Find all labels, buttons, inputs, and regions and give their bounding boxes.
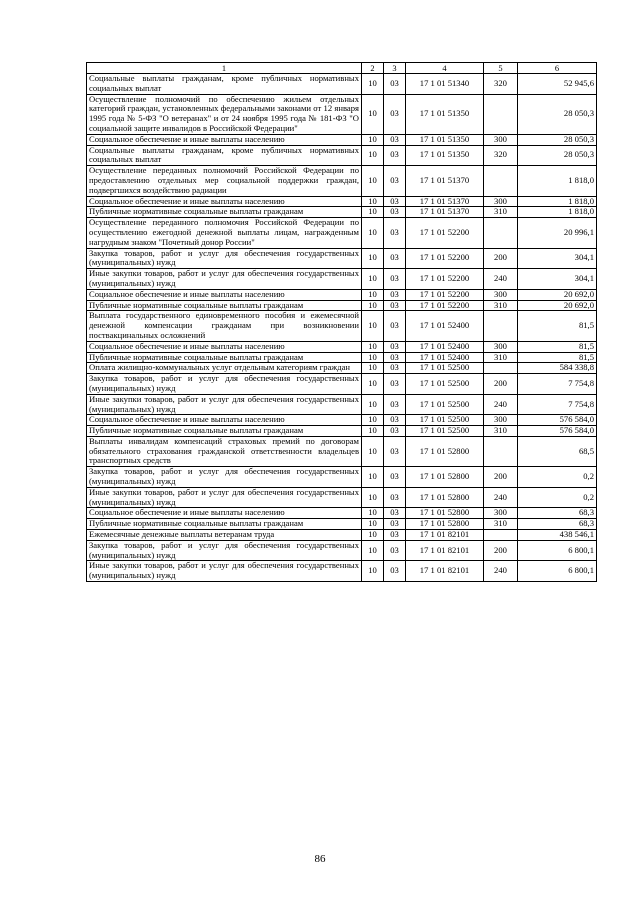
row-name-cell: Закупка товаров, работ и услуг для обеспечения государственных (муниципальных) нужд (87, 467, 362, 488)
row-target-cell: 17 1 01 52400 (406, 352, 484, 363)
row-name-cell: Иные закупки товаров, работ и услуг для обеспечения государственных (муниципальных) нужд (87, 269, 362, 290)
row-name-cell: Социальное обеспечение и иные выплаты населению (87, 341, 362, 352)
row-subsection-cell: 03 (384, 426, 406, 437)
page-number: 86 (314, 853, 326, 865)
row-amount-cell: 0,2 (518, 467, 597, 488)
row-target-cell: 17 1 01 51340 (406, 74, 484, 95)
table-header (87, 63, 597, 74)
table-row (87, 269, 597, 290)
header-col-subsection: 3 (384, 63, 406, 74)
row-expense-type-cell: 240 (484, 394, 518, 415)
table-row (87, 218, 597, 248)
row-target-cell: 17 1 01 52800 (406, 436, 484, 466)
budget-table (86, 62, 597, 582)
row-section-cell: 10 (362, 74, 384, 95)
row-target-cell: 17 1 01 52500 (406, 426, 484, 437)
row-target-cell: 17 1 01 52200 (406, 300, 484, 311)
row-target-cell: 17 1 01 51350 (406, 134, 484, 145)
row-name-cell: Публичные нормативные социальные выплаты гражданам (87, 300, 362, 311)
row-section-cell: 10 (362, 269, 384, 290)
row-section-cell: 10 (362, 467, 384, 488)
row-amount-cell: 68,3 (518, 519, 597, 530)
header-col-amount: 6 (518, 63, 597, 74)
table-row (87, 415, 597, 426)
row-subsection-cell: 03 (384, 519, 406, 530)
row-subsection-cell: 03 (384, 341, 406, 352)
row-amount-cell: 6 800,1 (518, 540, 597, 561)
row-section-cell: 10 (362, 311, 384, 341)
row-section-cell: 10 (362, 248, 384, 269)
row-amount-cell: 584 338,8 (518, 363, 597, 374)
row-amount-cell: 20 692,0 (518, 300, 597, 311)
row-target-cell: 17 1 01 51370 (406, 207, 484, 218)
row-expense-type-cell (484, 363, 518, 374)
row-amount-cell: 576 584,0 (518, 415, 597, 426)
row-expense-type-cell: 200 (484, 540, 518, 561)
row-name-cell: Выплата государственного единовременного пособия и ежемесячной денежной компенсации гражданам при возникновении поствакцинальных осложнений (87, 311, 362, 341)
row-name-cell: Иные закупки товаров, работ и услуг для обеспечения государственных (муниципальных) нужд (87, 487, 362, 508)
row-section-cell: 10 (362, 300, 384, 311)
row-expense-type-cell: 240 (484, 487, 518, 508)
row-section-cell: 10 (362, 374, 384, 395)
table-row (87, 436, 597, 466)
row-subsection-cell: 03 (384, 300, 406, 311)
row-amount-cell: 438 546,1 (518, 530, 597, 541)
header-col-name: 1 (87, 63, 362, 74)
header-row (87, 63, 597, 74)
row-name-cell: Осуществление полномочий по обеспечению жильем отдельных категорий граждан, установленных федеральными законами от 12 января 1995 года № 5-ФЗ "О ветеранах" и от 24 ноября 1995 года № 181-ФЗ "О социальной защите инвалидов в Российской Федерации" (87, 94, 362, 134)
row-target-cell: 17 1 01 52800 (406, 508, 484, 519)
row-subsection-cell: 03 (384, 467, 406, 488)
table-row (87, 540, 597, 561)
row-name-cell: Социальное обеспечение и иные выплаты населению (87, 508, 362, 519)
row-expense-type-cell: 200 (484, 467, 518, 488)
row-amount-cell: 0,2 (518, 487, 597, 508)
row-amount-cell: 28 050,3 (518, 134, 597, 145)
row-section-cell: 10 (362, 145, 384, 166)
row-name-cell: Осуществление переданных полномочий Российской Федерации по предоставлению отдельных мер социальной поддержки граждан, подвергшихся воздействию радиации (87, 166, 362, 196)
table-row (87, 530, 597, 541)
row-amount-cell: 81,5 (518, 341, 597, 352)
row-subsection-cell: 03 (384, 311, 406, 341)
row-expense-type-cell: 320 (484, 145, 518, 166)
row-target-cell: 17 1 01 52200 (406, 248, 484, 269)
row-section-cell: 10 (362, 426, 384, 437)
table-row (87, 519, 597, 530)
row-amount-cell: 20 692,0 (518, 289, 597, 300)
row-section-cell: 10 (362, 341, 384, 352)
row-section-cell: 10 (362, 134, 384, 145)
row-amount-cell: 68,5 (518, 436, 597, 466)
row-target-cell: 17 1 01 52200 (406, 289, 484, 300)
row-amount-cell: 7 754,8 (518, 374, 597, 395)
row-subsection-cell: 03 (384, 289, 406, 300)
table-row (87, 352, 597, 363)
row-expense-type-cell: 310 (484, 207, 518, 218)
row-amount-cell: 304,1 (518, 248, 597, 269)
table-row (87, 196, 597, 207)
row-name-cell: Социальное обеспечение и иные выплаты населению (87, 134, 362, 145)
row-subsection-cell: 03 (384, 218, 406, 248)
row-section-cell: 10 (362, 94, 384, 134)
table-row (87, 248, 597, 269)
row-subsection-cell: 03 (384, 374, 406, 395)
table-row (87, 300, 597, 311)
header-col-target: 4 (406, 63, 484, 74)
row-amount-cell: 6 800,1 (518, 561, 597, 582)
row-amount-cell: 28 050,3 (518, 94, 597, 134)
table-row (87, 166, 597, 196)
row-amount-cell: 1 818,0 (518, 196, 597, 207)
row-target-cell: 17 1 01 52800 (406, 519, 484, 530)
row-expense-type-cell: 300 (484, 134, 518, 145)
table-row (87, 289, 597, 300)
header-col-expense-type: 5 (484, 63, 518, 74)
row-name-cell: Иные закупки товаров, работ и услуг для обеспечения государственных (муниципальных) нужд (87, 394, 362, 415)
row-name-cell: Осуществление переданного полномочия Российской Федерации по осуществлению ежегодной денежной выплаты лицам, награжденным нагрудным знаком "Почетный донор России" (87, 218, 362, 248)
row-section-cell: 10 (362, 530, 384, 541)
row-expense-type-cell (484, 311, 518, 341)
row-expense-type-cell (484, 166, 518, 196)
row-expense-type-cell: 200 (484, 374, 518, 395)
table-body (87, 74, 597, 582)
row-name-cell: Социальное обеспечение и иные выплаты населению (87, 415, 362, 426)
row-subsection-cell: 03 (384, 196, 406, 207)
row-name-cell: Публичные нормативные социальные выплаты гражданам (87, 426, 362, 437)
row-target-cell: 17 1 01 52800 (406, 487, 484, 508)
row-target-cell: 17 1 01 51370 (406, 166, 484, 196)
row-subsection-cell: 03 (384, 74, 406, 95)
row-section-cell: 10 (362, 207, 384, 218)
row-section-cell: 10 (362, 508, 384, 519)
row-subsection-cell: 03 (384, 352, 406, 363)
row-target-cell: 17 1 01 52500 (406, 415, 484, 426)
row-expense-type-cell: 310 (484, 426, 518, 437)
row-subsection-cell: 03 (384, 166, 406, 196)
row-subsection-cell: 03 (384, 394, 406, 415)
row-expense-type-cell: 310 (484, 300, 518, 311)
row-name-cell: Закупка товаров, работ и услуг для обеспечения государственных (муниципальных) нужд (87, 248, 362, 269)
row-subsection-cell: 03 (384, 530, 406, 541)
row-subsection-cell: 03 (384, 269, 406, 290)
row-target-cell: 17 1 01 52400 (406, 341, 484, 352)
row-subsection-cell: 03 (384, 134, 406, 145)
table-row (87, 394, 597, 415)
row-amount-cell: 20 996,1 (518, 218, 597, 248)
table-row (87, 74, 597, 95)
table-row (87, 311, 597, 341)
row-expense-type-cell: 240 (484, 561, 518, 582)
row-section-cell: 10 (362, 352, 384, 363)
row-name-cell: Публичные нормативные социальные выплаты гражданам (87, 352, 362, 363)
row-amount-cell: 7 754,8 (518, 394, 597, 415)
row-expense-type-cell (484, 436, 518, 466)
row-target-cell: 17 1 01 51350 (406, 94, 484, 134)
row-section-cell: 10 (362, 540, 384, 561)
row-name-cell: Выплаты инвалидам компенсаций страховых премий по договорам обязательного страхования гражданской ответственности владельцев транспортных средств (87, 436, 362, 466)
row-amount-cell: 1 818,0 (518, 166, 597, 196)
row-target-cell: 17 1 01 51370 (406, 196, 484, 207)
row-expense-type-cell: 310 (484, 519, 518, 530)
row-name-cell: Закупка товаров, работ и услуг для обеспечения государственных (муниципальных) нужд (87, 540, 362, 561)
row-target-cell: 17 1 01 52400 (406, 311, 484, 341)
row-expense-type-cell: 300 (484, 289, 518, 300)
row-name-cell: Публичные нормативные социальные выплаты гражданам (87, 519, 362, 530)
row-target-cell: 17 1 01 52500 (406, 363, 484, 374)
row-amount-cell: 576 584,0 (518, 426, 597, 437)
row-subsection-cell: 03 (384, 561, 406, 582)
row-expense-type-cell: 320 (484, 74, 518, 95)
row-name-cell: Социальные выплаты гражданам, кроме публичных нормативных социальных выплат (87, 74, 362, 95)
row-subsection-cell: 03 (384, 487, 406, 508)
row-section-cell: 10 (362, 519, 384, 530)
row-amount-cell: 68,3 (518, 508, 597, 519)
table-row (87, 467, 597, 488)
row-subsection-cell: 03 (384, 508, 406, 519)
row-subsection-cell: 03 (384, 415, 406, 426)
table-row (87, 341, 597, 352)
row-target-cell: 17 1 01 52800 (406, 467, 484, 488)
row-section-cell: 10 (362, 561, 384, 582)
row-name-cell: Ежемесячные денежные выплаты ветеранам труда (87, 530, 362, 541)
row-expense-type-cell: 200 (484, 248, 518, 269)
table-row (87, 487, 597, 508)
table-row (87, 134, 597, 145)
row-subsection-cell: 03 (384, 248, 406, 269)
row-section-cell: 10 (362, 218, 384, 248)
row-subsection-cell: 03 (384, 207, 406, 218)
table-row (87, 508, 597, 519)
table-row (87, 94, 597, 134)
row-expense-type-cell: 310 (484, 352, 518, 363)
row-amount-cell: 81,5 (518, 311, 597, 341)
table-row (87, 207, 597, 218)
row-expense-type-cell (484, 530, 518, 541)
row-expense-type-cell: 300 (484, 508, 518, 519)
row-target-cell: 17 1 01 51350 (406, 145, 484, 166)
row-target-cell: 17 1 01 52200 (406, 218, 484, 248)
row-subsection-cell: 03 (384, 94, 406, 134)
row-subsection-cell: 03 (384, 145, 406, 166)
row-amount-cell: 1 818,0 (518, 207, 597, 218)
row-name-cell: Публичные нормативные социальные выплаты гражданам (87, 207, 362, 218)
row-section-cell: 10 (362, 394, 384, 415)
row-target-cell: 17 1 01 52200 (406, 269, 484, 290)
row-expense-type-cell: 300 (484, 196, 518, 207)
row-subsection-cell: 03 (384, 363, 406, 374)
row-section-cell: 10 (362, 436, 384, 466)
row-amount-cell: 52 945,6 (518, 74, 597, 95)
row-name-cell: Социальные выплаты гражданам, кроме публичных нормативных социальных выплат (87, 145, 362, 166)
row-amount-cell: 304,1 (518, 269, 597, 290)
table-row (87, 426, 597, 437)
row-section-cell: 10 (362, 415, 384, 426)
row-section-cell: 10 (362, 487, 384, 508)
row-name-cell: Социальное обеспечение и иные выплаты населению (87, 196, 362, 207)
table-row (87, 561, 597, 582)
table-row (87, 363, 597, 374)
row-name-cell: Социальное обеспечение и иные выплаты населению (87, 289, 362, 300)
row-amount-cell: 81,5 (518, 352, 597, 363)
table-row (87, 145, 597, 166)
row-amount-cell: 28 050,3 (518, 145, 597, 166)
row-subsection-cell: 03 (384, 436, 406, 466)
row-target-cell: 17 1 01 52500 (406, 374, 484, 395)
row-expense-type-cell: 300 (484, 341, 518, 352)
row-expense-type-cell: 240 (484, 269, 518, 290)
row-section-cell: 10 (362, 166, 384, 196)
row-name-cell: Иные закупки товаров, работ и услуг для обеспечения государственных (муниципальных) нужд (87, 561, 362, 582)
row-expense-type-cell: 300 (484, 415, 518, 426)
row-name-cell: Закупка товаров, работ и услуг для обеспечения государственных (муниципальных) нужд (87, 374, 362, 395)
row-expense-type-cell (484, 218, 518, 248)
row-target-cell: 17 1 01 82101 (406, 540, 484, 561)
table-row (87, 374, 597, 395)
row-target-cell: 17 1 01 82101 (406, 561, 484, 582)
row-subsection-cell: 03 (384, 540, 406, 561)
row-name-cell: Оплата жилищно-коммунальных услуг отдельным категориям граждан (87, 363, 362, 374)
row-expense-type-cell (484, 94, 518, 134)
row-target-cell: 17 1 01 82101 (406, 530, 484, 541)
row-target-cell: 17 1 01 52500 (406, 394, 484, 415)
row-section-cell: 10 (362, 196, 384, 207)
row-section-cell: 10 (362, 289, 384, 300)
row-section-cell: 10 (362, 363, 384, 374)
header-col-section: 2 (362, 63, 384, 74)
